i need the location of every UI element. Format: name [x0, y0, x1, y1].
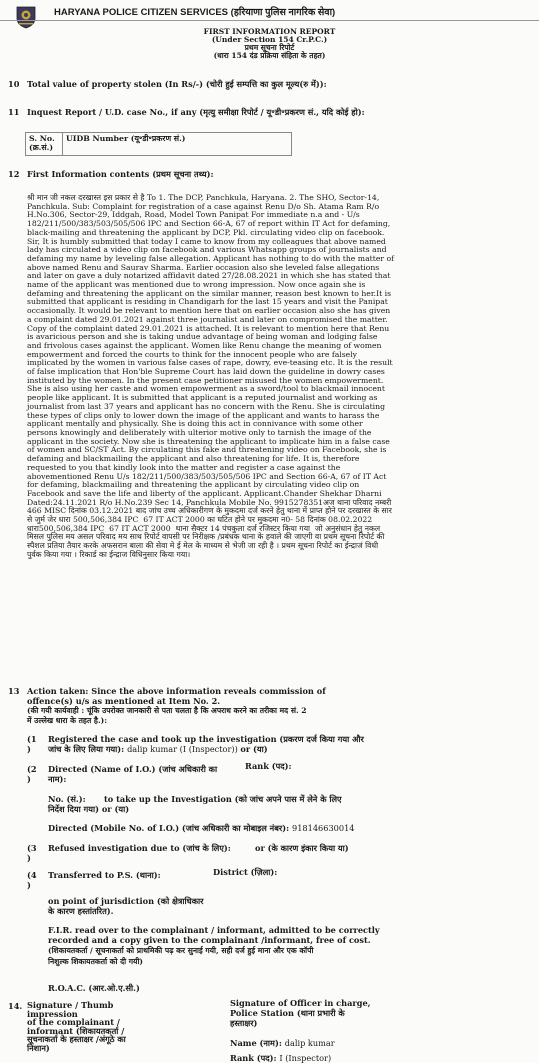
option-2-take-up-2: निर्देश दिया गया) or (या) — [48, 804, 130, 814]
option-3-or: or (के कारण इंकार किया या) — [255, 843, 349, 853]
item-10-number: 10 — [8, 79, 20, 89]
option-4-district-label: District (ज़िला): — [213, 867, 278, 877]
complainant-signature-line-5: सूचनाकर्ता के हस्ताक्षर /अंगूठे का — [27, 1034, 126, 1044]
officer-name-value: dalip kumar — [284, 1038, 335, 1048]
option-1-paren: ) — [27, 744, 31, 754]
report-title-line4: (धारा 154 दंड प्रक्रिया संहिता के तहत) — [213, 51, 326, 60]
uidb-sno-label-hi: (क्र.सं.) — [29, 143, 54, 152]
officer-name-label: Name (नाम): — [230, 1038, 285, 1048]
header-divider — [0, 20, 539, 21]
complainant-signature-line-3: of the complainant / — [27, 1017, 120, 1027]
item-12-number: 12 — [8, 169, 20, 179]
officer-rank-label: Rank (पद): — [230, 1053, 280, 1063]
first-information-contents — [27, 193, 397, 560]
officer-signature-line-1: Signature of Officer in charge, — [230, 998, 371, 1008]
action-taken-heading-hi-2: में उल्लेख धारा के तहत है.): — [27, 716, 108, 725]
fir-read-over-hi-1: (शिकायतकर्ता / सूचनाकर्ता को प्राथमिकी पढ़ कर सुनाई गयी, सही दर्ज हुई माना और एक कॉपी — [48, 946, 314, 955]
option-3-paren: ) — [27, 853, 31, 863]
option-1-label-2: जांच के लिए लिया गया): — [48, 744, 128, 754]
option-2-label-2: नाम): — [48, 774, 67, 784]
option-2-mobile-row — [48, 823, 355, 833]
jurisdiction-line-1: on point of jurisdiction (को क्षेत्राधिकार — [48, 896, 204, 906]
option-1-label: Registered the case and took up the investigation (प्रकरण दर्ज किया गया और — [48, 734, 364, 744]
item-10-label: Total value of property stolen (In Rs/-) (चोरी हुई सम्पत्ति का कुल मूल्य(रु में)): — [27, 79, 327, 89]
action-taken-heading-2: offence(s) u/s as mentioned at Item No. 2. — [27, 696, 221, 706]
item-11-label: Inquest Report / U.D. case No., if any (मृत्यु समीक्षा रिपोर्ट / यू॰डी॰प्रकरण सं., यदि कोई हो): — [27, 107, 365, 117]
fir-read-over-2: recorded and a copy given to the complainant /informant, free of cost. — [48, 935, 371, 945]
option-4-label: Transferred to P.S. (थाना): — [48, 870, 161, 880]
item-12-heading: First Information contents (प्रथम सूचना तथ्य): — [27, 169, 214, 179]
item-14-number: 14. — [8, 1001, 23, 1011]
complainant-signature-line-2: impression — [27, 1008, 78, 1019]
uidb-number-header: UIDB Number (यू॰डी॰प्रकरण सं.) — [63, 133, 292, 156]
jurisdiction-line-2: के कारण हस्तांतरित). — [48, 906, 114, 916]
item-11-number: 11 — [8, 107, 20, 117]
option-1-officer-value: dalip kumar (I (Inspector)) — [127, 744, 238, 754]
officer-rank-value: I (Inspector) — [279, 1053, 332, 1063]
option-4-paren: ) — [27, 880, 31, 890]
complainant-signature-line-6: निशान) — [27, 1042, 50, 1053]
option-3-number: (3 — [27, 843, 37, 853]
option-1-number: (1 — [27, 734, 37, 744]
option-3-label: Refused investigation due to (जांच के लिए): — [48, 843, 231, 853]
action-taken-heading-1: Action taken: Since the above information reveals commission of — [27, 686, 326, 696]
option-1-or: or (या) — [240, 744, 268, 754]
report-title-line1: FIRST INFORMATION REPORT — [203, 27, 336, 36]
option-2-no-label: No. (सं.): — [48, 794, 86, 804]
uidb-sno-header — [26, 133, 63, 156]
option-4-number: (4 — [27, 870, 37, 880]
officer-signature-line-3: हस्ताक्षर) — [230, 1018, 258, 1028]
org-title: HARYANA POLICE CITIZEN SERVICES (हरियाणा पुलिस नागरिक सेवा) — [54, 7, 336, 18]
action-taken-heading-hi-1: (की गयी कार्यवाही : चूंकि उपरोक्त जानकारी से पता चलता है कि अपराध करने का तरीका मद सं. 2 — [27, 706, 307, 715]
fir-read-over-hi-2: निशुल्क शिकायतकर्ता को दी गयी) — [48, 957, 144, 966]
option-2-label: Directed (Name of I.O.) (जांच अधिकारी का — [48, 764, 218, 774]
report-title-line3: प्रथम सूचना रिपोर्ट — [244, 43, 295, 52]
report-title-line2: (Under Section 154 Cr.P.C.) — [211, 35, 328, 44]
complainant-signature-line-4: informant (शिकायतकर्ता / — [27, 1025, 125, 1036]
haryana-police-emblem-icon — [14, 4, 38, 30]
option-2-mobile-value: 918146630014 — [292, 823, 355, 833]
first-information-paragraph: श्री मान जी नकल दरखास्त इस प्रकार से है To 1. The DCP, Panchkula, Haryana. 2. The SHO, Sector-14, Panchkula. Sub: Complaint for registration of a case against Renu D/o Sh. Atama Ram R/o H.No.306, Sector-29, Iddgah, Road, Model Town Panipat For immediate n.a and - U/s 182/211/500/383/503/505/506 IPC and Section 66-A, 67 of report within IT Act for defaming, black-mailing and threatening the applicant by DCP, Pkl. circulating video clip on facebook. Sir, It is humbly submitted that today I came to know from my colleagues that above named lady has circulated a video clip on facebook and various Whatsapp groups of journalists and defaming my name by leveling false allegation. Applicant has nothing to do with the matter of above named Renu and Saurav Sharma. Earlier occasion also she leveled false allegations and later on gave a duly notarized affidavit dated 27/28.08.2021 in which she has stated that name of the applicant was mentioned due to wrong impression. Now once again she is defaming and threatening the applicant on the similar manner, reason best known to her.It is submitted that applicant is residing in Chandigarh for the last 15 years and visit the Panipat occasionally. It would be relevant to mention here that on earlier occasion also she has given a complaint dated 29.01.2021 against three journalist and later on compromised the matter. Copy of the complaint dated 29.01.2021 is attached. It is relevant to mention here that Renu is avaricious person and she is taking undue advantage of being woman and lodging false and frivolous cases against the applicant. Women like Renu change the meaning of women empowerment and forced the courts to think for the innocent people who are falsely implicated by the women in various false cases of rape, dowry, eve-teasing etc. It is the result of false implication that Hon'ble Supreme Court has laid down the guideline in dowry cases instituted by the women. In the present case petitioner misused the women empowerment. She is also using her caste and women empowerment as a sword/tool to blackmail innocent people like applicant. It is submitted that applicant is a reputed journalist and working as journalist from last 37 years and applicant has no concern with the Renu. She is circulating these types of clips only to lower down the image of the applicant and wants to harass the applicant mentally and physically. She is doing this act in connivance with some other persons knowingly and deliberately with ulterior motive only to tarnish the image of the applicant in the society. Now she is threatening the applicant to implicate him in a false case of women and SC/ST Act. By circulating this fake and threatening video on Facebook, she is defaming and blackmailing the applicant and also threatening for life. It is, therefore requested to you that kindly look into the matter and register a case against the abovementioned Renu U/s 182/211/500/383/503/505/506 IPC and Section 66-A, 67 of IT Act for defaming, blackmailing and threatening the applicant by circulating video clip on Facebook and save the life and liberty of the applicant. Applicant.Chander Shekhar Dharni Dated:24.11.2021 R/o H.No.239 Sec 14, Panchkula Mobile No. 9915278351अज थाना परिवाद नम्बरी 466 MISC दिनांक 03.12.2021 बाद जांच उच्च अधिकारीगण के मुकदमा दर्ज करने हेतु थाना में प्राप्त होने पर दरखास्त के सार से जुर्म जेर धारा 500,506,384 IPC 67 IT ACT 2000 का घटित होने पर मुकदमा न0- 58 दिनांक 08.02.2022 धारा500,506,384 IPC 67 IT ACT 2000 थाना सैक्टर 14 पंचकुला दर्ज रजिस्टर किया गया जो अनुसंधान हेतु नकल मिसल पुलिस मय असल परिवाद मय साथ रिपोर्ट वापसी पर निरीक्षक /प्रबंधक थाना के हवाले की जाएगी वा प्रथम सूचना रिपोर्ट की स्पैशल प्रतिया तैयार करके अफसरान बाला की सेवा मे ई मेल के माध्यम से भेजी जा रही है । प्रथम सूचना रिपोर्ट का ईन्द्राजं विधी पुर्वक किया गया । रिकार्ड का ईन्द्राज विधिनुसार किया गया। — [27, 193, 397, 559]
option-2-mobile-label: Directed (Mobile No. of I.O.) (जांच अधिकारी का मोबाइल नंबर): — [48, 823, 292, 833]
complainant-signature-block — [27, 1001, 126, 1052]
officer-signature-line-2: Police Station (थाना प्रभारी के — [230, 1008, 345, 1018]
item-13-number: 13 — [8, 686, 20, 696]
uidb-table — [25, 132, 292, 156]
fir-read-over-1: F.I.R. read over to the complainant / informant, admitted to be correctly — [48, 925, 380, 935]
option-2-paren: ) — [27, 774, 31, 784]
roac-label: R.O.A.C. (आर.ओ.ए.सी.) — [48, 983, 140, 993]
option-2-rank-label: Rank (पद): — [245, 761, 292, 771]
uidb-sno-label: S. No. — [29, 134, 55, 143]
option-2-take-up: to take up the Investigation (को जांच अपने पास में लेने के लिए — [104, 794, 342, 804]
option-2-number: (2 — [27, 764, 37, 774]
complainant-signature-line-1: Signature / Thumb — [27, 1000, 114, 1010]
officer-name-row — [230, 1038, 335, 1048]
option-1-row — [48, 744, 268, 754]
officer-signature-block — [230, 998, 371, 1028]
officer-rank-row — [230, 1053, 331, 1063]
